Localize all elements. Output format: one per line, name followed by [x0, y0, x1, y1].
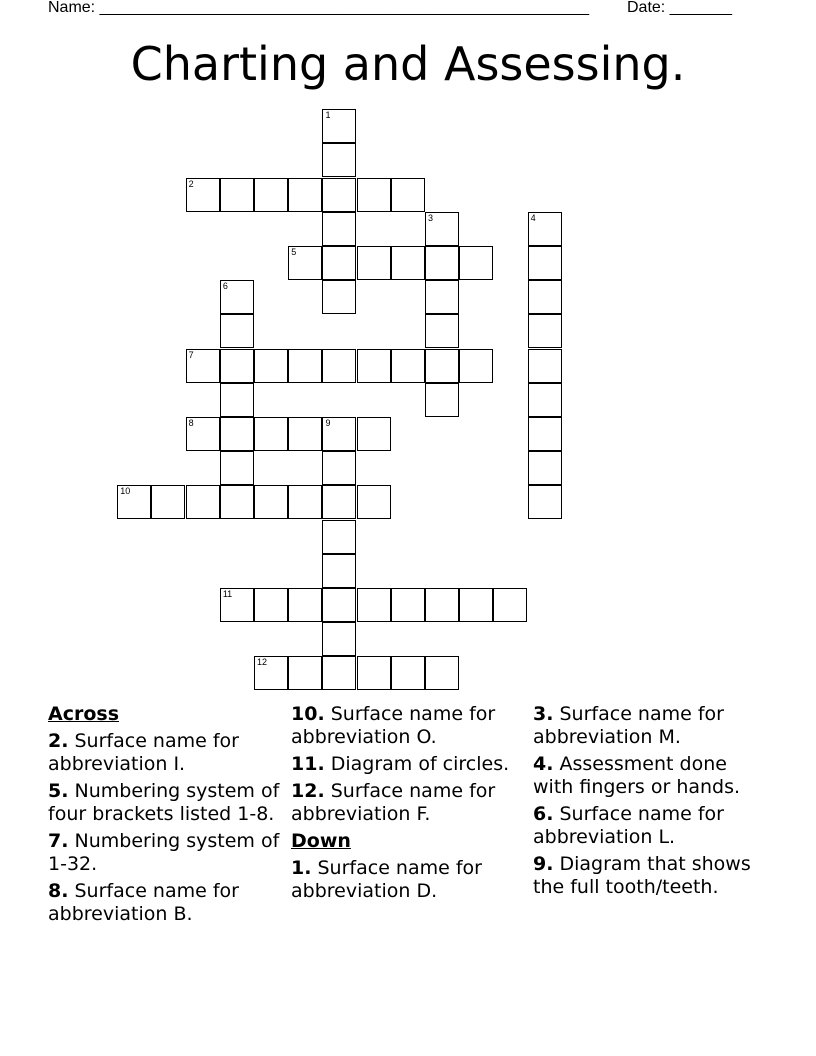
- cell-number: 6: [222, 281, 228, 292]
- cell-number: 4: [530, 212, 536, 223]
- clue-number: 9.: [533, 853, 554, 875]
- clue-text: Numbering system of 1-32.: [48, 830, 280, 875]
- crossword-cell[interactable]: [220, 485, 254, 519]
- cell-number: 8: [188, 418, 194, 429]
- crossword-cell[interactable]: [186, 349, 220, 383]
- crossword-cell[interactable]: [425, 246, 459, 280]
- crossword-cell[interactable]: [220, 349, 254, 383]
- crossword-cell[interactable]: [254, 349, 288, 383]
- across-heading: Across: [48, 703, 120, 725]
- crossword-cell[interactable]: [322, 212, 356, 246]
- clues-column-2: [291, 703, 526, 907]
- crossword-cell[interactable]: [391, 349, 425, 383]
- crossword-cell[interactable]: [322, 178, 356, 212]
- clue-number: 2.: [48, 730, 69, 752]
- cell-number: 2: [188, 178, 194, 189]
- clue-down-9: [533, 853, 768, 899]
- clues-column-1: [48, 703, 283, 930]
- clues-column-3: [533, 703, 768, 903]
- clue-text: Numbering system of four brackets listed 1-8.: [48, 780, 280, 825]
- crossword-cell[interactable]: [254, 485, 288, 519]
- name-field-label: Name: _______________________________________________________: [48, 0, 589, 16]
- crossword-cell[interactable]: [322, 554, 356, 588]
- crossword-cell[interactable]: [528, 417, 562, 451]
- crossword-cell[interactable]: [357, 485, 391, 519]
- crossword-cell[interactable]: [425, 212, 459, 246]
- crossword-cell[interactable]: [254, 178, 288, 212]
- clue-text: Surface name for abbreviation I.: [48, 730, 239, 775]
- crossword-cell[interactable]: [425, 588, 459, 622]
- clue-number: 4.: [533, 753, 554, 775]
- crossword-cell[interactable]: [528, 349, 562, 383]
- clue-across-8: [48, 880, 283, 926]
- crossword-cell[interactable]: [288, 349, 322, 383]
- clue-down-3: [533, 703, 768, 749]
- clue-text: Surface name for abbreviation B.: [48, 880, 239, 925]
- cell-number: 3: [428, 212, 434, 223]
- cell-number: 5: [291, 247, 297, 258]
- clue-across-11: [291, 753, 526, 776]
- crossword-cell[interactable]: [493, 588, 527, 622]
- crossword-cell[interactable]: [425, 349, 459, 383]
- clue-down-4: [533, 753, 768, 799]
- crossword-cell[interactable]: [220, 280, 254, 314]
- clue-number: 11.: [291, 753, 325, 775]
- crossword-cell[interactable]: [220, 178, 254, 212]
- crossword-cell[interactable]: [322, 588, 356, 622]
- crossword-cell[interactable]: [425, 314, 459, 348]
- crossword-cell[interactable]: [322, 417, 356, 451]
- crossword-cell[interactable]: [391, 246, 425, 280]
- crossword-cell[interactable]: [186, 178, 220, 212]
- crossword-cell[interactable]: [322, 622, 356, 656]
- crossword-cell[interactable]: [391, 588, 425, 622]
- crossword-cell[interactable]: [117, 485, 151, 519]
- clue-across-5: [48, 780, 283, 826]
- crossword-cell[interactable]: [357, 178, 391, 212]
- crossword-cell[interactable]: [322, 485, 356, 519]
- clue-number: 8.: [48, 880, 69, 902]
- crossword-cell[interactable]: [322, 246, 356, 280]
- clue-number: 5.: [48, 780, 69, 802]
- crossword-cell[interactable]: [254, 417, 288, 451]
- clue-number: 6.: [533, 803, 554, 825]
- crossword-cell[interactable]: [425, 280, 459, 314]
- crossword-cell[interactable]: [357, 349, 391, 383]
- clue-text: Diagram of circles.: [330, 753, 510, 775]
- crossword-cell[interactable]: [288, 178, 322, 212]
- clue-across-12: [291, 780, 526, 826]
- clue-text: Surface name for abbreviation D.: [291, 857, 482, 902]
- clue-number: 10.: [291, 703, 325, 725]
- cell-number: 10: [120, 486, 131, 497]
- crossword-cell[interactable]: [528, 383, 562, 417]
- cell-number: 9: [325, 418, 331, 429]
- crossword-cell[interactable]: [528, 280, 562, 314]
- crossword-cell[interactable]: [357, 588, 391, 622]
- clue-number: 1.: [291, 857, 312, 879]
- crossword-cell[interactable]: [322, 520, 356, 554]
- clue-across-2: [48, 730, 283, 776]
- clue-text: Surface name for abbreviation O.: [291, 703, 496, 748]
- clue-text: Surface name for abbreviation M.: [533, 703, 724, 748]
- crossword-cell[interactable]: [528, 451, 562, 485]
- cell-number: 7: [188, 349, 194, 360]
- crossword-cell[interactable]: [528, 485, 562, 519]
- crossword-cell[interactable]: [220, 383, 254, 417]
- crossword-cell[interactable]: [357, 417, 391, 451]
- crossword-cell[interactable]: [288, 417, 322, 451]
- cell-number: 12: [257, 657, 268, 668]
- clue-number: 3.: [533, 703, 554, 725]
- crossword-cell[interactable]: [220, 314, 254, 348]
- crossword-cell[interactable]: [288, 485, 322, 519]
- clue-across-7: [48, 830, 283, 876]
- crossword-cell[interactable]: [254, 588, 288, 622]
- crossword-cell[interactable]: [425, 656, 459, 690]
- crossword-cell[interactable]: [220, 417, 254, 451]
- crossword-cell[interactable]: [322, 349, 356, 383]
- crossword-cell[interactable]: [322, 280, 356, 314]
- crossword-cell[interactable]: [528, 314, 562, 348]
- crossword-cell[interactable]: [288, 656, 322, 690]
- clue-text: Diagram that shows the full tooth/teeth.: [533, 853, 751, 898]
- clue-number: 7.: [48, 830, 69, 852]
- crossword-cell[interactable]: [391, 178, 425, 212]
- crossword-cell[interactable]: [322, 143, 356, 177]
- crossword-cell[interactable]: [151, 485, 185, 519]
- crossword-cell[interactable]: [357, 246, 391, 280]
- crossword-cell[interactable]: [322, 656, 356, 690]
- down-heading: Down: [291, 830, 351, 852]
- cell-number: 1: [325, 110, 331, 121]
- crossword-cell[interactable]: [254, 656, 288, 690]
- clue-down-6: [533, 803, 768, 849]
- crossword-cell[interactable]: [459, 349, 493, 383]
- clue-text: Surface name for abbreviation L.: [533, 803, 724, 848]
- crossword-cell[interactable]: [459, 588, 493, 622]
- crossword-cell[interactable]: [459, 246, 493, 280]
- clue-down-1: [291, 857, 526, 903]
- crossword-cell[interactable]: [288, 588, 322, 622]
- page-title: Charting and Assessing.: [130, 37, 686, 91]
- crossword-cell[interactable]: [288, 246, 322, 280]
- crossword-cell[interactable]: [528, 212, 562, 246]
- crossword-cell[interactable]: [528, 246, 562, 280]
- clue-across-10: [291, 703, 526, 749]
- crossword-cell[interactable]: [186, 485, 220, 519]
- crossword-cell[interactable]: [357, 656, 391, 690]
- date-field-label: Date: _______: [627, 0, 732, 16]
- clue-number: 12.: [291, 780, 325, 802]
- crossword-cell[interactable]: [391, 656, 425, 690]
- crossword-cell[interactable]: [322, 451, 356, 485]
- crossword-cell[interactable]: [220, 588, 254, 622]
- crossword-cell[interactable]: [425, 383, 459, 417]
- clue-text: Surface name for abbreviation F.: [291, 780, 496, 825]
- crossword-cell[interactable]: [186, 417, 220, 451]
- crossword-cell[interactable]: [220, 451, 254, 485]
- crossword-cell[interactable]: [322, 109, 356, 143]
- clue-text: Assessment done with fingers or hands.: [533, 753, 741, 798]
- cell-number: 11: [222, 589, 233, 600]
